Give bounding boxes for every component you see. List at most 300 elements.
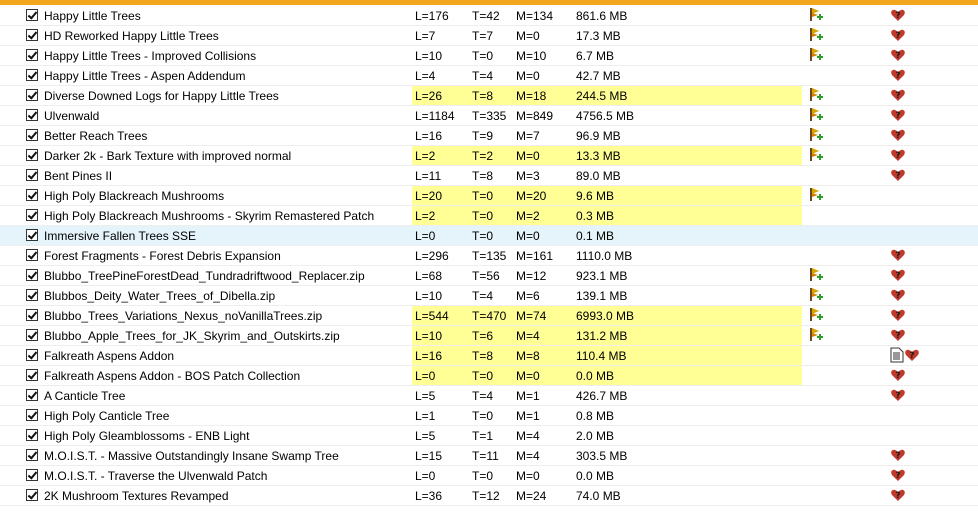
mod-name: A Canticle Tree bbox=[44, 389, 126, 403]
enabled-checkbox[interactable] bbox=[26, 349, 38, 361]
enabled-checkbox[interactable] bbox=[26, 389, 38, 401]
mod-name: Happy Little Trees - Aspen Addendum bbox=[44, 69, 246, 83]
flags-cell bbox=[808, 347, 826, 365]
svg-text:?: ? bbox=[895, 471, 901, 481]
size-value: 2.0 MB bbox=[576, 429, 615, 443]
status-cell bbox=[890, 487, 930, 505]
svg-text:?: ? bbox=[895, 451, 901, 461]
status-cell bbox=[890, 287, 930, 305]
mod-stats bbox=[412, 326, 802, 345]
leaves-count: L=7 bbox=[415, 29, 436, 43]
flags-cell bbox=[808, 327, 826, 345]
mod-stats bbox=[412, 46, 802, 65]
meshes-count: M=4 bbox=[516, 329, 540, 343]
mod-name: High Poly Canticle Tree bbox=[44, 409, 170, 423]
leaves-count: L=11 bbox=[415, 169, 442, 183]
status-cell bbox=[890, 187, 930, 205]
mod-name: High Poly Blackreach Mushrooms - Skyrim Remastered Patch bbox=[44, 209, 375, 223]
flags-cell bbox=[808, 367, 826, 385]
heart-question-icon[interactable] bbox=[890, 127, 906, 143]
mod-stats bbox=[412, 86, 802, 105]
mod-stats bbox=[412, 486, 802, 505]
size-value: 244.5 MB bbox=[576, 89, 628, 103]
size-value: 74.0 MB bbox=[576, 489, 621, 503]
mod-row[interactable] bbox=[0, 66, 978, 86]
size-value: 0.0 MB bbox=[576, 469, 615, 483]
mod-name: 2K Mushroom Textures Revamped bbox=[44, 489, 229, 503]
trees-count: T=0 bbox=[472, 229, 494, 243]
mod-row[interactable] bbox=[0, 486, 978, 506]
meshes-count: M=10 bbox=[516, 49, 547, 63]
svg-text:?: ? bbox=[895, 11, 901, 21]
trees-count: T=6 bbox=[472, 329, 494, 343]
mod-name: Falkreath Aspens Addon - BOS Patch Collection bbox=[44, 369, 301, 383]
mod-name: Blubbo_TreePineForestDead_Tundradriftwood_Replacer.zip bbox=[44, 269, 365, 283]
flags-cell bbox=[808, 467, 826, 485]
trees-count: T=135 bbox=[472, 249, 507, 263]
enabled-checkbox[interactable] bbox=[26, 249, 38, 261]
trees-count: T=12 bbox=[472, 489, 500, 503]
enabled-checkbox[interactable] bbox=[26, 49, 38, 61]
leaves-count: L=15 bbox=[415, 449, 443, 463]
enabled-checkbox[interactable] bbox=[26, 369, 38, 381]
mod-row[interactable] bbox=[0, 286, 978, 306]
meshes-count: M=4 bbox=[516, 449, 540, 463]
flags-cell bbox=[808, 487, 826, 505]
trees-count: T=9 bbox=[472, 129, 494, 143]
mod-stats bbox=[412, 226, 802, 245]
size-value: 303.5 MB bbox=[576, 449, 628, 463]
enabled-checkbox[interactable] bbox=[26, 29, 38, 41]
enabled-checkbox[interactable] bbox=[26, 489, 38, 501]
mod-stats bbox=[412, 346, 802, 365]
meshes-count: M=12 bbox=[516, 269, 547, 283]
trees-count: T=7 bbox=[472, 29, 494, 43]
mod-stats bbox=[412, 366, 802, 385]
heart-question-icon[interactable] bbox=[890, 267, 906, 283]
trees-count: T=0 bbox=[472, 49, 494, 63]
flags-cell bbox=[808, 27, 826, 45]
mod-name: High Poly Blackreach Mushrooms bbox=[44, 189, 225, 203]
mod-name: Happy Little Trees bbox=[44, 9, 141, 23]
trees-count: T=0 bbox=[472, 209, 494, 223]
svg-text:?: ? bbox=[895, 291, 901, 301]
trees-count: T=1 bbox=[472, 429, 494, 443]
mod-stats bbox=[412, 246, 802, 265]
mod-stats bbox=[412, 406, 802, 425]
trees-count: T=0 bbox=[472, 409, 494, 423]
status-cell bbox=[890, 167, 930, 185]
flags-cell bbox=[808, 67, 826, 85]
meshes-count: M=849 bbox=[516, 109, 554, 123]
status-cell bbox=[890, 147, 930, 165]
trees-count: T=8 bbox=[472, 169, 494, 183]
leaf-pair-icon bbox=[808, 187, 824, 203]
heart-question-icon[interactable] bbox=[890, 67, 906, 83]
status-cell bbox=[890, 227, 930, 245]
size-value: 0.1 MB bbox=[576, 229, 615, 243]
mod-stats bbox=[412, 166, 802, 185]
leaves-count: L=2 bbox=[415, 209, 436, 223]
leaf-pair-icon bbox=[808, 287, 824, 303]
mod-name: Better Reach Trees bbox=[44, 129, 148, 143]
status-cell bbox=[890, 307, 930, 325]
mod-row[interactable] bbox=[0, 106, 978, 126]
enabled-checkbox[interactable] bbox=[26, 9, 38, 21]
mod-name: Blubbo_Apple_Trees_for_JK_Skyrim_and_Outskirts.zip bbox=[44, 329, 340, 343]
leaf-pair-icon bbox=[808, 127, 824, 143]
size-value: 0.3 MB bbox=[576, 209, 615, 223]
mod-name: Blubbos_Deity_Water_Trees_of_Dibella.zip bbox=[44, 289, 276, 303]
mod-stats bbox=[412, 306, 802, 325]
status-cell bbox=[890, 247, 930, 265]
mod-list bbox=[0, 6, 978, 506]
flags-cell bbox=[808, 387, 826, 405]
size-value: 4756.5 MB bbox=[576, 109, 635, 123]
flags-cell bbox=[808, 407, 826, 425]
flags-cell bbox=[808, 427, 826, 445]
mod-row[interactable] bbox=[0, 46, 978, 66]
enabled-checkbox[interactable] bbox=[26, 169, 38, 181]
mod-stats bbox=[412, 66, 802, 85]
leaves-count: L=5 bbox=[415, 429, 436, 443]
status-cell bbox=[890, 327, 930, 345]
leaf-pair-icon bbox=[808, 7, 824, 23]
svg-text:?: ? bbox=[895, 151, 901, 161]
meshes-count: M=0 bbox=[516, 69, 540, 83]
status-cell bbox=[890, 27, 930, 45]
leaves-count: L=10 bbox=[415, 329, 443, 343]
leaves-count: L=1184 bbox=[415, 109, 455, 123]
mod-row[interactable] bbox=[0, 386, 978, 406]
trees-count: T=42 bbox=[472, 9, 500, 23]
status-cell bbox=[890, 67, 930, 85]
svg-text:?: ? bbox=[895, 31, 901, 41]
flags-cell bbox=[808, 187, 826, 205]
status-cell bbox=[890, 407, 930, 425]
heart-question-icon[interactable] bbox=[890, 87, 906, 103]
header-strip bbox=[0, 0, 978, 5]
meshes-count: M=8 bbox=[516, 349, 540, 363]
trees-count: T=2 bbox=[472, 149, 494, 163]
mod-row[interactable] bbox=[0, 406, 978, 426]
flags-cell bbox=[808, 127, 826, 145]
trees-count: T=11 bbox=[472, 449, 499, 463]
size-value: 426.7 MB bbox=[576, 389, 628, 403]
trees-count: T=0 bbox=[472, 189, 494, 203]
status-cell bbox=[890, 447, 930, 465]
trees-count: T=4 bbox=[472, 389, 494, 403]
status-cell bbox=[890, 347, 930, 365]
leaves-count: L=296 bbox=[415, 249, 449, 263]
heart-question-icon[interactable] bbox=[890, 147, 906, 163]
mod-row[interactable] bbox=[0, 326, 978, 346]
status-cell bbox=[890, 367, 930, 385]
mod-stats bbox=[412, 106, 802, 125]
flags-cell bbox=[808, 87, 826, 105]
trees-count: T=4 bbox=[472, 69, 494, 83]
status-cell bbox=[890, 47, 930, 65]
mod-stats bbox=[412, 186, 802, 205]
trees-count: T=4 bbox=[472, 289, 494, 303]
leaves-count: L=20 bbox=[415, 189, 443, 203]
svg-text:?: ? bbox=[895, 271, 901, 281]
size-value: 1110.0 MB bbox=[576, 249, 633, 263]
heart-question-icon[interactable] bbox=[890, 167, 906, 183]
meshes-count: M=161 bbox=[516, 249, 554, 263]
size-value: 89.0 MB bbox=[576, 169, 621, 183]
mod-row[interactable] bbox=[0, 446, 978, 466]
size-value: 131.2 MB bbox=[576, 329, 628, 343]
mod-row[interactable] bbox=[0, 6, 978, 26]
heart-question-icon[interactable] bbox=[890, 247, 906, 263]
meshes-count: M=0 bbox=[516, 369, 540, 383]
mod-row[interactable] bbox=[0, 266, 978, 286]
meshes-count: M=134 bbox=[516, 9, 554, 23]
leaves-count: L=1 bbox=[415, 409, 436, 423]
status-cell bbox=[890, 467, 930, 485]
size-value: 9.6 MB bbox=[576, 189, 615, 203]
mod-stats bbox=[412, 6, 802, 25]
leaves-count: L=68 bbox=[415, 269, 443, 283]
mod-name: Forest Fragments - Forest Debris Expansion bbox=[44, 249, 281, 263]
enabled-checkbox[interactable] bbox=[26, 289, 38, 301]
heart-question-icon[interactable] bbox=[890, 467, 906, 483]
mod-stats bbox=[412, 146, 802, 165]
mod-name: High Poly Gleamblossoms - ENB Light bbox=[44, 429, 250, 443]
meshes-count: M=24 bbox=[516, 489, 547, 503]
flags-cell bbox=[808, 47, 826, 65]
svg-text:?: ? bbox=[895, 391, 901, 401]
document-icon[interactable] bbox=[890, 347, 904, 363]
meshes-count: M=0 bbox=[516, 229, 540, 243]
mod-name: Bent Pines II bbox=[44, 169, 113, 183]
status-cell bbox=[890, 207, 930, 225]
leaf-pair-icon bbox=[808, 307, 824, 323]
enabled-checkbox[interactable] bbox=[26, 269, 38, 281]
mod-row[interactable] bbox=[0, 86, 978, 106]
trees-count: T=470 bbox=[472, 309, 507, 323]
status-cell bbox=[890, 387, 930, 405]
enabled-checkbox[interactable] bbox=[26, 69, 38, 81]
meshes-count: M=0 bbox=[516, 469, 540, 483]
mod-row[interactable] bbox=[0, 226, 978, 246]
mod-stats bbox=[412, 206, 802, 225]
leaves-count: L=544 bbox=[415, 309, 449, 323]
svg-text:?: ? bbox=[895, 71, 901, 81]
svg-text:?: ? bbox=[895, 311, 901, 321]
meshes-count: M=2 bbox=[516, 209, 540, 223]
trees-count: T=56 bbox=[472, 269, 500, 283]
enabled-checkbox[interactable] bbox=[26, 329, 38, 341]
flags-cell bbox=[808, 227, 826, 245]
mod-name: Immersive Fallen Trees SSE bbox=[44, 229, 197, 243]
enabled-checkbox[interactable] bbox=[26, 89, 38, 101]
enabled-checkbox[interactable] bbox=[26, 149, 38, 161]
mod-row[interactable] bbox=[0, 346, 978, 366]
mod-row[interactable] bbox=[0, 26, 978, 46]
mod-row[interactable] bbox=[0, 166, 978, 186]
leaf-pair-icon bbox=[808, 147, 824, 163]
heart-question-icon[interactable] bbox=[890, 107, 906, 123]
leaf-pair-icon bbox=[808, 107, 824, 123]
trees-count: T=0 bbox=[472, 469, 494, 483]
trees-count: T=8 bbox=[472, 89, 494, 103]
meshes-count: M=0 bbox=[516, 149, 540, 163]
flags-cell bbox=[808, 307, 826, 325]
leaves-count: L=2 bbox=[415, 149, 436, 163]
flags-cell bbox=[808, 267, 826, 285]
svg-text:?: ? bbox=[895, 111, 901, 121]
flags-cell bbox=[808, 167, 826, 185]
size-value: 861.6 MB bbox=[576, 9, 628, 23]
heart-question-icon[interactable] bbox=[890, 367, 906, 383]
status-cell bbox=[890, 107, 930, 125]
leaves-count: L=16 bbox=[415, 349, 443, 363]
leaf-pair-icon bbox=[808, 267, 824, 283]
size-value: 17.3 MB bbox=[576, 29, 621, 43]
enabled-checkbox[interactable] bbox=[26, 229, 38, 241]
svg-text:?: ? bbox=[895, 491, 901, 501]
heart-question-icon[interactable] bbox=[890, 47, 906, 63]
mod-row[interactable] bbox=[0, 366, 978, 386]
leaves-count: L=0 bbox=[415, 369, 436, 383]
heart-question-icon[interactable] bbox=[890, 287, 906, 303]
leaves-count: L=5 bbox=[415, 389, 436, 403]
enabled-checkbox[interactable] bbox=[26, 109, 38, 121]
size-value: 6.7 MB bbox=[576, 49, 615, 63]
meshes-count: M=20 bbox=[516, 189, 547, 203]
enabled-checkbox[interactable] bbox=[26, 469, 38, 481]
flags-cell bbox=[808, 447, 826, 465]
mod-name: Happy Little Trees - Improved Collisions bbox=[44, 49, 257, 63]
svg-text:?: ? bbox=[895, 171, 901, 181]
size-value: 139.1 MB bbox=[576, 289, 628, 303]
leaves-count: L=4 bbox=[415, 69, 436, 83]
svg-text:?: ? bbox=[895, 131, 901, 141]
mod-name: Falkreath Aspens Addon bbox=[44, 349, 175, 363]
leaf-pair-icon bbox=[808, 87, 824, 103]
mod-name: M.O.I.S.T. - Traverse the Ulvenwald Patch bbox=[44, 469, 268, 483]
meshes-count: M=3 bbox=[516, 169, 540, 183]
svg-text:?: ? bbox=[895, 51, 901, 61]
mod-name: Ulvenwald bbox=[44, 109, 100, 123]
meshes-count: M=1 bbox=[516, 409, 540, 423]
size-value: 13.3 MB bbox=[576, 149, 621, 163]
meshes-count: M=4 bbox=[516, 429, 540, 443]
size-value: 0.0 MB bbox=[576, 369, 615, 383]
flags-cell bbox=[808, 287, 826, 305]
flags-cell bbox=[808, 247, 826, 265]
heart-question-icon[interactable] bbox=[904, 347, 920, 363]
leaf-pair-icon bbox=[808, 27, 824, 43]
size-value: 42.7 MB bbox=[576, 69, 621, 83]
svg-text:?: ? bbox=[895, 251, 901, 261]
mod-row[interactable] bbox=[0, 466, 978, 486]
mod-name: M.O.I.S.T. - Massive Outstandingly Insane Swamp Tree bbox=[44, 449, 339, 463]
mod-stats bbox=[412, 386, 802, 405]
leaf-pair-icon bbox=[808, 327, 824, 343]
mod-name: Blubbo_Trees_Variations_Nexus_noVanillaTrees.zip bbox=[44, 309, 323, 323]
meshes-count: M=1 bbox=[516, 389, 540, 403]
flags-cell bbox=[808, 207, 826, 225]
enabled-checkbox[interactable] bbox=[26, 409, 38, 421]
mod-row[interactable] bbox=[0, 426, 978, 446]
heart-question-icon[interactable] bbox=[890, 7, 906, 23]
mod-stats bbox=[412, 266, 802, 285]
size-value: 6993.0 MB bbox=[576, 309, 635, 323]
enabled-checkbox[interactable] bbox=[26, 309, 38, 321]
size-value: 923.1 MB bbox=[576, 269, 628, 283]
mod-stats bbox=[412, 126, 802, 145]
meshes-count: M=74 bbox=[516, 309, 547, 323]
leaves-count: L=10 bbox=[415, 49, 443, 63]
enabled-checkbox[interactable] bbox=[26, 129, 38, 141]
heart-question-icon[interactable] bbox=[890, 307, 906, 323]
enabled-checkbox[interactable] bbox=[26, 209, 38, 221]
enabled-checkbox[interactable] bbox=[26, 449, 38, 461]
trees-count: T=0 bbox=[472, 369, 494, 383]
heart-question-icon[interactable] bbox=[890, 27, 906, 43]
heart-question-icon[interactable] bbox=[890, 327, 906, 343]
status-cell bbox=[890, 427, 930, 445]
mod-row[interactable] bbox=[0, 206, 978, 226]
meshes-count: M=6 bbox=[516, 289, 540, 303]
mod-row[interactable] bbox=[0, 186, 978, 206]
mod-name: Darker 2k - Bark Texture with improved normal bbox=[44, 149, 292, 163]
leaves-count: L=0 bbox=[415, 229, 436, 243]
status-cell bbox=[890, 87, 930, 105]
size-value: 0.8 MB bbox=[576, 409, 615, 423]
trees-count: T=8 bbox=[472, 349, 494, 363]
flags-cell bbox=[808, 7, 826, 25]
meshes-count: M=0 bbox=[516, 29, 540, 43]
heart-question-icon[interactable] bbox=[890, 447, 906, 463]
leaves-count: L=0 bbox=[415, 469, 436, 483]
mod-stats bbox=[412, 466, 802, 485]
meshes-count: M=18 bbox=[516, 89, 547, 103]
enabled-checkbox[interactable] bbox=[26, 429, 38, 441]
meshes-count: M=7 bbox=[516, 129, 540, 143]
heart-question-icon[interactable] bbox=[890, 487, 906, 503]
mod-name: Diverse Downed Logs for Happy Little Trees bbox=[44, 89, 279, 103]
mod-row[interactable] bbox=[0, 146, 978, 166]
mod-row[interactable] bbox=[0, 246, 978, 266]
leaves-count: L=26 bbox=[415, 89, 443, 103]
leaves-count: L=16 bbox=[415, 129, 443, 143]
size-value: 110.4 MB bbox=[576, 349, 627, 363]
mod-row[interactable] bbox=[0, 306, 978, 326]
mod-stats bbox=[412, 446, 802, 465]
flags-cell bbox=[808, 147, 826, 165]
size-value: 96.9 MB bbox=[576, 129, 621, 143]
mod-row[interactable] bbox=[0, 126, 978, 146]
flags-cell bbox=[808, 107, 826, 125]
mod-name: HD Reworked Happy Little Trees bbox=[44, 29, 219, 43]
status-cell bbox=[890, 267, 930, 285]
enabled-checkbox[interactable] bbox=[26, 189, 38, 201]
status-cell bbox=[890, 7, 930, 25]
heart-question-icon[interactable] bbox=[890, 387, 906, 403]
mod-stats bbox=[412, 286, 802, 305]
leaves-count: L=36 bbox=[415, 489, 443, 503]
svg-text:?: ? bbox=[895, 331, 901, 341]
svg-text:?: ? bbox=[895, 371, 901, 381]
leaves-count: L=176 bbox=[415, 9, 449, 23]
trees-count: T=335 bbox=[472, 109, 507, 123]
leaves-count: L=10 bbox=[415, 289, 443, 303]
mod-stats bbox=[412, 426, 802, 445]
